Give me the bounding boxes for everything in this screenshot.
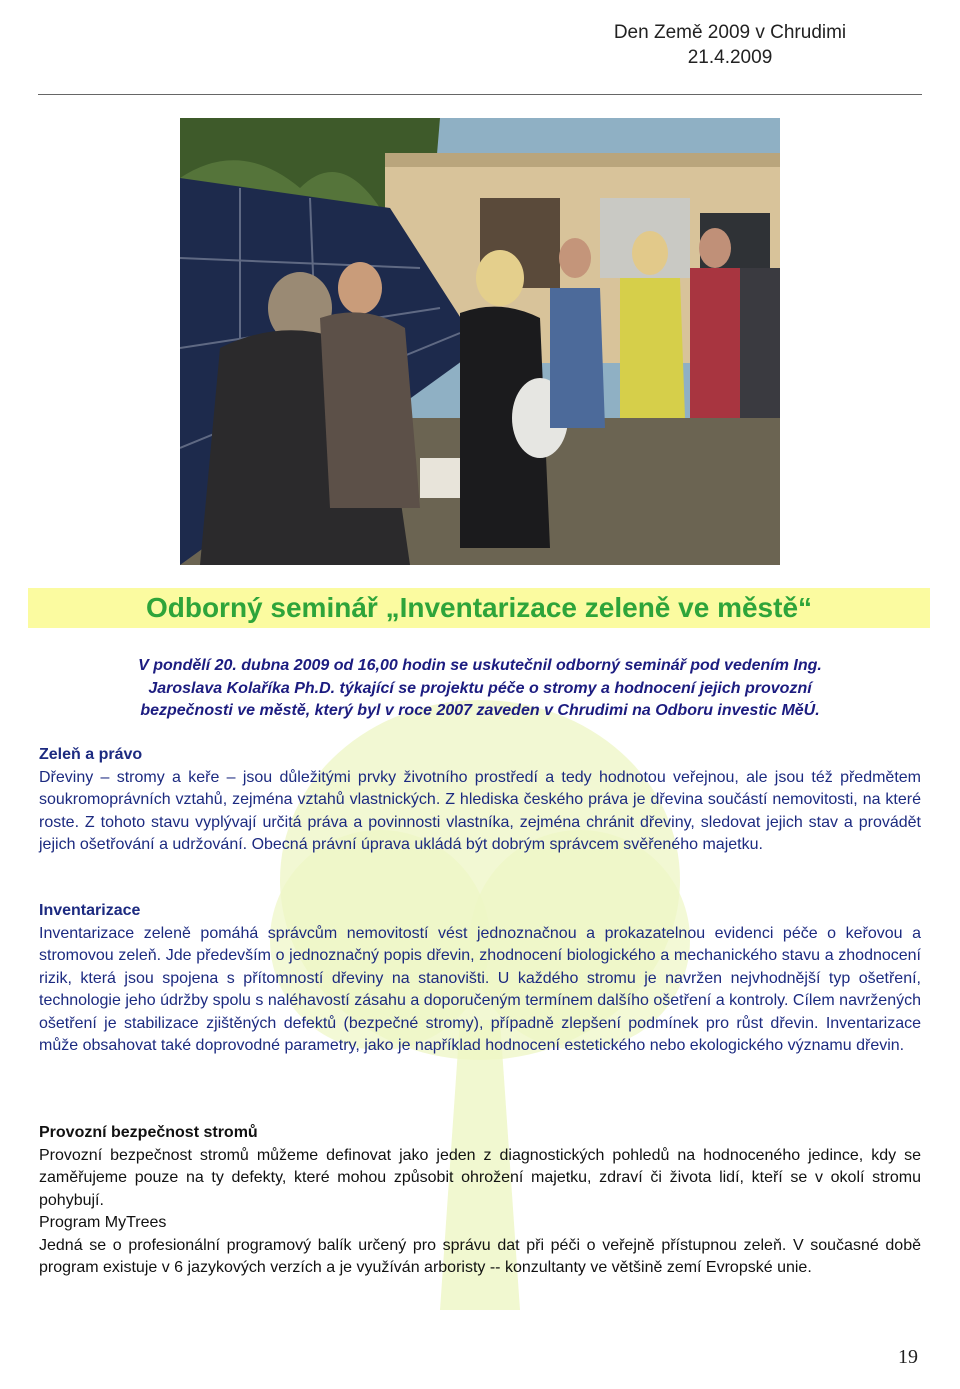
section-inventarizace [39, 900, 921, 1058]
event-photo [180, 118, 780, 565]
article-title: Odborný seminář „Inventarizace zeleně ve městě“ [145, 592, 813, 623]
section-heading: Zeleň a právo [39, 746, 143, 763]
section-zelen-a-pravo [39, 744, 921, 857]
intro-line: V pondělí 20. dubna 2009 od 16,00 hodin se uskutečnil odborný seminář pod vedením Ing. [138, 657, 822, 674]
intro-paragraph [60, 655, 900, 723]
intro-line: bezpečnosti ve městě, který byl v roce 2007 zaveden v Chrudimi na Odboru investic MěÚ. [140, 702, 820, 719]
intro-line: Jaroslava Kolaříka Ph.D. týkající se projektu péče o stromy a hodnocení jejich provozní [148, 679, 812, 697]
header-divider [38, 94, 922, 95]
section-text: Provozní bezpečnost stromů můžeme definovat jako jeden z diagnostických pohledů na hodnoceného jedince, kdy se zaměřujeme pouze na ty defekty, které mohou způsobit ohrožení majetku, zdraví či života lidí, kteří se v okolí stromu pohybují. [39, 1146, 921, 1209]
section-text: Dřeviny – stromy a keře – jsou důležitými prvky životního prostředí a tedy hodnotou veřejnou, ale jsou též předmětem soukromoprávních vztahů, zejména vztahů vlastnických. Z hlediska českého práva je dřevina součástí nemovitosti, na které roste. Z tohoto stavu vyplývají určitá práva a povinnosti vlastníka, zejména chránit dřeviny, sledovat jejich stav a provádět jejich ošetřování a udržování. Obecná právní úprava ukládá být dobrým správcem svěřeného majetku. [39, 768, 921, 853]
section-text: Inventarizace zeleně pomáhá správcům nemovitostí vést jednoznačnou a prokazatelnou evidenci péče o keřovou a stromovou zeleň. Jde především o jednoznačný popis dřevin, zhodnocení biologického a mechanického stavu a zhodnocení rizik, která jsou spojena s přítomností dřeviny na stanovišti. U každého stromu je navržen nejvhodnější typ ošetření, technologie jeho údržby spolu s naléhavostí zásahu a doporučeným termínem dalšího ošetření a kontroly. Cílem navržených ošetření je stabilizace zjištěných defektů (bezpečné stromy), případně zlepšení podmínek pro růst dřevin. Inventarizace může obsahovat také doprovodné parametry, jako je například hodnocení estetického nebo ekologického významu dřevin. [39, 924, 921, 1054]
header-title: Den Země 2009 v Chrudimi [613, 22, 847, 43]
program-text: Jedná se o profesionální programový balík určený pro správu dat při péči o veřejně přístupnou zeleň. V současné době program existuje v 6 jazykových verzích a je využíván arboristy -- konzultanty ve většině zemí Evropské unie. [39, 1236, 921, 1276]
section-heading: Provozní bezpečnost stromů [39, 1124, 258, 1141]
header-date: 21.4.2009 [687, 47, 773, 68]
program-title: Program MyTrees [39, 1214, 167, 1231]
title-banner [28, 588, 930, 628]
section-heading: Inventarizace [39, 902, 141, 919]
section-provozni-bezpecnost [39, 1122, 921, 1280]
page-header [530, 20, 930, 70]
page-number: 19 [898, 1346, 918, 1368]
